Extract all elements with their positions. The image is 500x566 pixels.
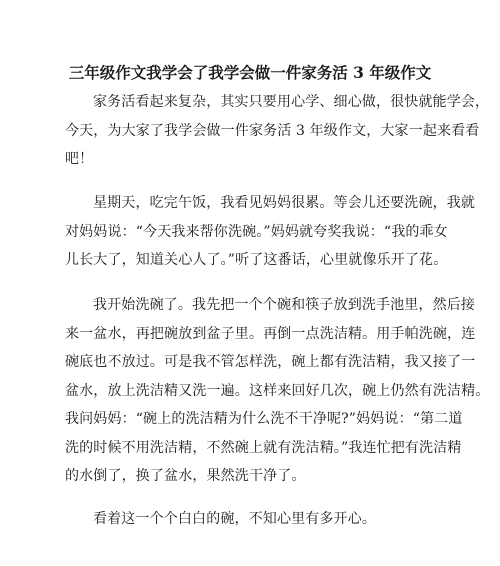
paragraph-line: 我开始洗碗了。我先把一个个碗和筷子放到洗手池里，然后接	[93, 297, 476, 313]
paragraph-2	[65, 189, 476, 275]
paragraph-line: 的水倒了，换了盆水，果然洗干净了。	[65, 468, 306, 484]
paragraph-line: 今天，为大家了我学会做一件家务活 3 年级作文，大家一起来看看	[65, 122, 480, 139]
paragraph-line: 家务活看起来复杂，其实只要用心学、细心做，很快就能学会，	[93, 94, 490, 110]
paragraph-line: 洗的时候不用洗洁精，不然碗上就有洗洁精。”我连忙把有洗洁精	[65, 439, 462, 456]
paragraph-line: 来一盆水，再把碗放到盆子里。再倒一点洗洁精。用手帕洗碗，连	[65, 325, 476, 342]
paragraph-line: 吧！	[65, 151, 94, 167]
document-title: 三年级作文我学会了我学会做一件家务活 3 年级作文	[68, 63, 432, 82]
paragraph-line: 对妈妈说：“今天我来帮你洗碗。”妈妈就夸奖我说：“我的乖女	[65, 223, 448, 240]
paragraph-line: 盆水，放上洗洁精又洗一遍。这样来回好几次，碗上仍然有洗洁精。	[65, 382, 490, 399]
paragraph-4	[65, 505, 455, 534]
paragraph-line: 我问妈妈：“碗上的洗洁精为什么洗不干净呢?”妈妈说：“第二道	[65, 411, 463, 427]
paragraph-3	[65, 291, 490, 491]
paragraph-line: 看着这一个个白白的碗，不知心里有多开心。	[93, 511, 376, 527]
paragraph-line: 碗底也不放过。可是我不管怎样洗，碗上都有洗洁精，我又接了一	[65, 354, 476, 370]
paragraph-line: 儿长大了，知道关心人了。”听了这番话，心里就像乐开了花。	[65, 252, 448, 268]
paragraph-1	[65, 88, 490, 174]
paragraph-line: 星期天，吃完午饭，我看见妈妈很累。等会儿还要洗碗，我就	[93, 195, 476, 211]
